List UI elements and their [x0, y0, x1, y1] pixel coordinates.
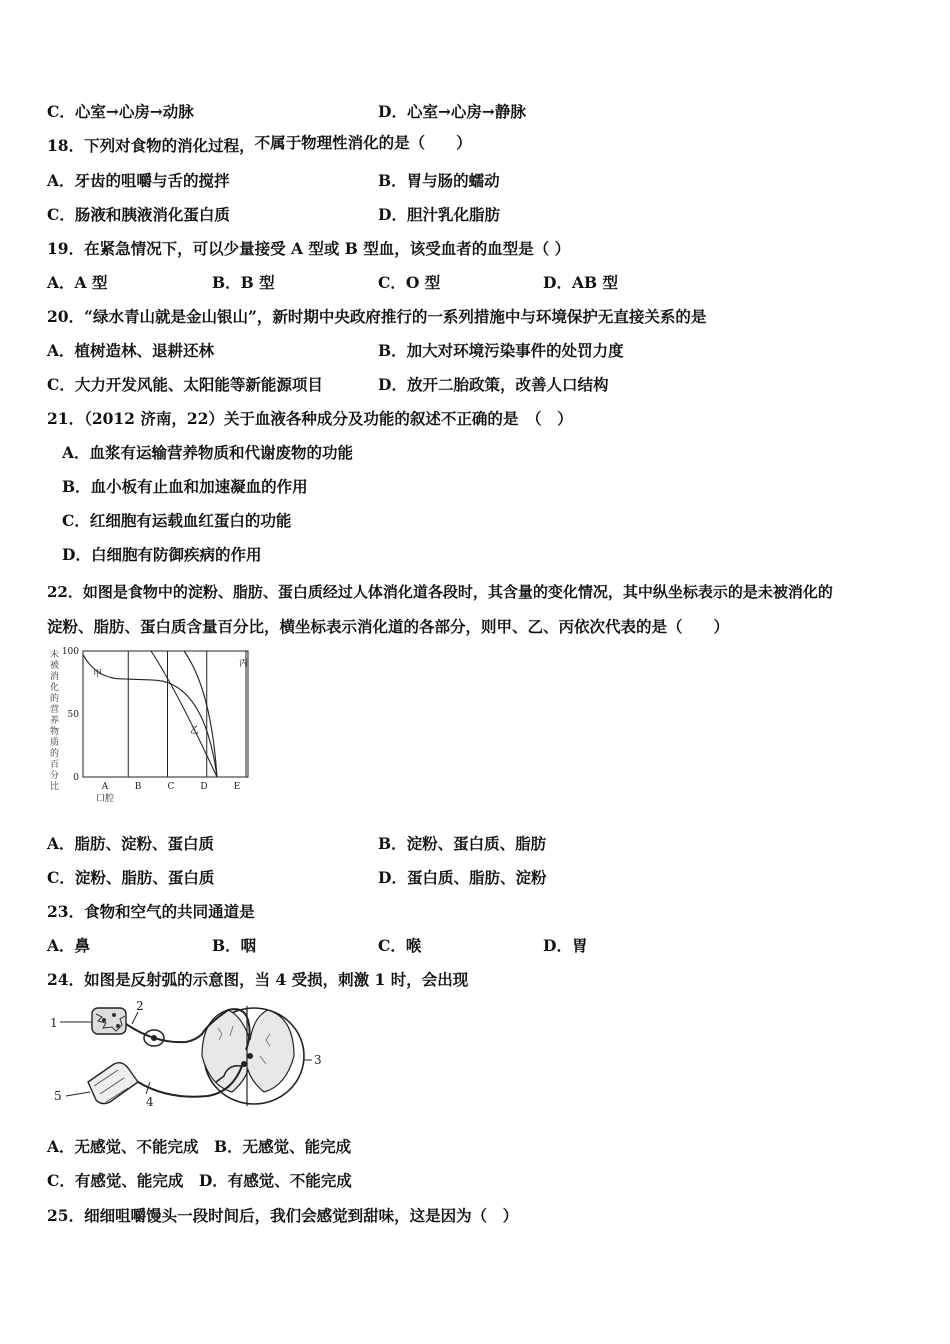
y-axis-label-char: 被 — [50, 661, 60, 671]
q18-stem-emph: 不属于物理性消化的是（ ） — [254, 133, 472, 152]
q18-stem-prefix: 18．下列对食物的消化过程， — [47, 136, 255, 155]
x-tick-note: 口腔 — [95, 794, 115, 804]
y-axis-label-char: 质 — [50, 738, 60, 748]
q18-option-b: B．胃与肠的蠕动 — [378, 171, 500, 190]
reflex-label-2: 2 — [136, 999, 144, 1013]
q21-stem: 21．（2012 济南，22）关于血液各种成分及功能的叙述不正确的是 （ ） — [47, 409, 573, 428]
q22-option-d: D．蛋白质、脂肪、淀粉 — [378, 868, 547, 887]
q21-option-b: B．血小板有止血和加速凝血的作用 — [62, 477, 308, 496]
reflex-arc-svg — [42, 998, 332, 1116]
q23-option-a: A．鼻 — [47, 936, 91, 955]
y-tick-label: 50 — [67, 710, 79, 720]
q19-option-d: D．AB 型 — [543, 273, 618, 292]
y-axis-label-char: 未 — [50, 650, 60, 660]
receptor-skin — [92, 1008, 126, 1034]
q22-option-c: C．淀粉、脂肪、蛋白质 — [47, 868, 215, 887]
reflex-arc-diagram — [42, 998, 332, 1116]
y-tick-label: 100 — [61, 647, 79, 657]
series-line-bing — [184, 651, 217, 777]
q24-stem: 24．如图是反射弧的示意图，当 4 受损，刺激 1 时，会出现 — [47, 970, 469, 989]
q23-stem: 23．食物和空气的共同通道是 — [47, 902, 255, 921]
q22-option-a: A．脂肪、淀粉、蛋白质 — [47, 834, 215, 853]
q24-options-line2: C．有感觉、能完成 D．有感觉、不能完成 — [47, 1171, 352, 1190]
spinal-cord — [202, 1006, 304, 1106]
x-tick-label: C — [167, 782, 175, 792]
q25-stem: 25．细细咀嚼馒头一段时间后，我们会感觉到甜味，这是因为（ ） — [47, 1206, 519, 1225]
reflex-label-1: 1 — [50, 1016, 58, 1030]
q20-option-c: C．大力开发风能、太阳能等新能源项目 — [47, 375, 323, 394]
q20-option-b: B．加大对环境污染事件的处罚力度 — [378, 341, 624, 360]
x-tick-label: D — [200, 782, 208, 792]
y-axis-label — [50, 648, 59, 792]
q22-stem-line2: 淀粉、脂肪、蛋白质含量百分比，横坐标表示消化道的各部分，则甲、乙、丙依次代表的是（ ） — [47, 617, 730, 636]
q19-stem: 19．在紧急情况下，可以少量接受 A 型或 B 型血，该受血者的血型是（ ） — [47, 239, 571, 258]
y-axis-label-char: 的 — [50, 749, 60, 759]
q17-option-c: C．心室→心房→动脉 — [47, 102, 194, 121]
reflex-label-3: 3 — [314, 1053, 322, 1067]
y-axis-label-char: 物 — [50, 727, 60, 737]
x-tick-label: B — [134, 782, 142, 792]
series-label-yi: 乙 — [190, 725, 200, 736]
y-axis-label-char: 消 — [50, 672, 60, 682]
q20-option-d: D．放开二胎政策，改善人口结构 — [378, 375, 609, 394]
q21-option-d: D．白细胞有防御疾病的作用 — [62, 545, 262, 564]
q21-option-a: A．血浆有运输营养物质和代谢废物的功能 — [62, 443, 354, 462]
digestion-chart — [40, 643, 260, 813]
y-axis-label-char: 的 — [50, 694, 60, 704]
reflex-label-4: 4 — [146, 1095, 154, 1109]
series-label-jia: 甲 — [93, 669, 103, 680]
y-axis-label-char: 养 — [50, 716, 60, 726]
series-label-bing: 丙 — [239, 659, 249, 670]
y-axis-label-char: 营 — [50, 705, 60, 715]
q23-option-c: C．喉 — [378, 936, 422, 955]
effector-muscle — [88, 1063, 138, 1104]
q22-stem-line1: 22．如图是食物中的淀粉、脂肪、蛋白质经过人体消化道各段时，其含量的变化情况，其中纵坐标表示的是未被消化的 — [47, 583, 833, 601]
q18-stem — [47, 133, 472, 156]
digestion-chart-svg — [40, 643, 260, 813]
q19-option-c: C．O 型 — [378, 273, 441, 292]
q19-option-a: A．A 型 — [47, 273, 108, 292]
x-tick-label: E — [233, 782, 241, 792]
y-axis-label-char: 比 — [50, 782, 60, 792]
q18-option-d: D．胆汁乳化脂肪 — [378, 205, 500, 224]
q18-option-a: A．牙齿的咀嚼与舌的搅拌 — [47, 171, 230, 190]
y-axis-label-char: 百 — [50, 760, 60, 770]
q23-option-b: B．咽 — [212, 936, 257, 955]
q17-option-d: D．心室→心房→静脉 — [378, 102, 526, 121]
q20-stem: 20．“绿水青山就是金山银山”，新时期中央政府推行的一系列措施中与环境保护无直接关系的是 — [47, 307, 707, 326]
y-tick-label: 0 — [73, 773, 79, 783]
q18-option-c: C．肠液和胰液消化蛋白质 — [47, 205, 230, 224]
x-tick-label: A — [101, 782, 109, 792]
q24-options-line1: A．无感觉、不能完成 B．无感觉、能完成 — [47, 1137, 352, 1156]
q22-option-b: B．淀粉、蛋白质、脂肪 — [378, 834, 547, 853]
q23-option-d: D．胃 — [543, 936, 588, 955]
q20-option-a: A．植树造林、退耕还林 — [47, 341, 215, 360]
reflex-label-5: 5 — [54, 1089, 62, 1103]
q21-option-c: C．红细胞有运载血红蛋白的功能 — [62, 511, 292, 530]
q19-option-b: B．B 型 — [212, 273, 275, 292]
y-axis-label-char: 化 — [50, 683, 60, 693]
series-line-jia — [83, 655, 217, 777]
y-axis-label-char: 分 — [50, 771, 60, 781]
chart-frame — [83, 651, 248, 777]
